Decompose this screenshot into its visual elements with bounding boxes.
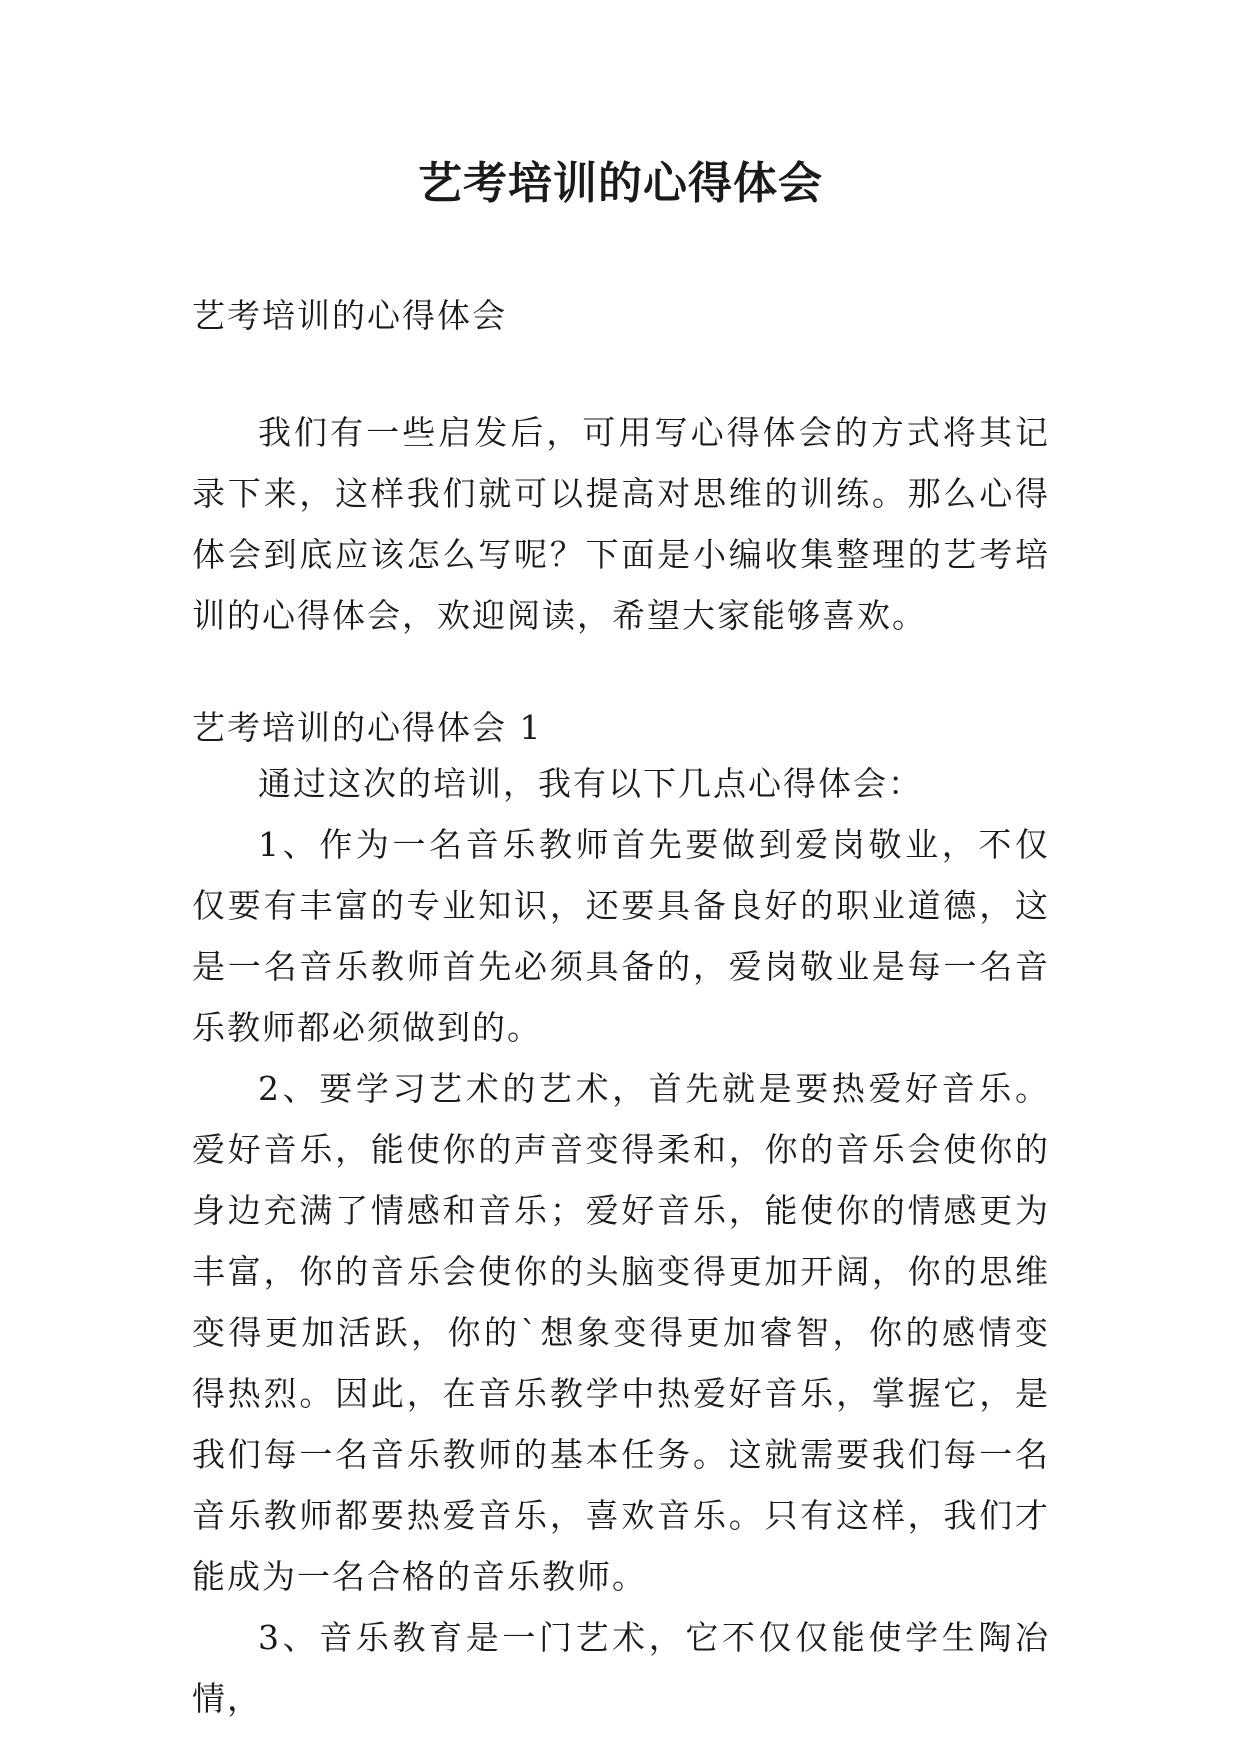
intro-paragraph — [192, 402, 1050, 646]
paragraph-1: 通过这次的培训，我有以下几点心得体会： — [258, 764, 923, 803]
paragraph-3: 2、要学习艺术的艺术，首先就是要热爱好音乐。爱好音乐，能使你的声音变得柔和，你的音乐会使你的身边充满了情感和音乐；爱好音乐，能使你的情感更为丰富，你的音乐会使你的头脑变得更加开阔，你的思维变得更加活跃，你的`想象变得更加睿智，你的感情变得热烈。因此，在音乐教学中热爱好音乐，掌握它，是我们每一名音乐教师的基本任务。这就需要我们每一名音乐教师都要热爱音乐，喜欢音乐。只有这样，我们才能成为一名合格的音乐教师。 — [192, 1069, 1050, 1596]
paragraph-4: 3、音乐教育是一门艺术，它不仅仅能使学生陶冶情， — [192, 1618, 1050, 1718]
section-heading: 艺考培训的心得体会 1 — [192, 708, 543, 747]
intro-text: 我们有一些启发后，可用写心得体会的方式将其记录下来，这样我们就可以提高对思维的训练。那么心得体会到底应该怎么写呢？下面是小编收集整理的艺考培训的心得体会，欢迎阅读，希望大家能够喜欢。 — [192, 413, 1050, 635]
document-title: 艺考培训的心得体会 — [418, 158, 823, 209]
paragraph-2: 1、作为一名音乐教师首先要做到爱岗敬业，不仅仅要有丰富的专业知识，还要具备良好的职业道德，这是一名音乐教师首先必须具备的，爱岗敬业是每一名音乐教师都必须做到的。 — [192, 825, 1050, 1047]
document-subtitle: 艺考培训的心得体会 — [192, 296, 507, 335]
section-body — [192, 753, 1050, 1729]
